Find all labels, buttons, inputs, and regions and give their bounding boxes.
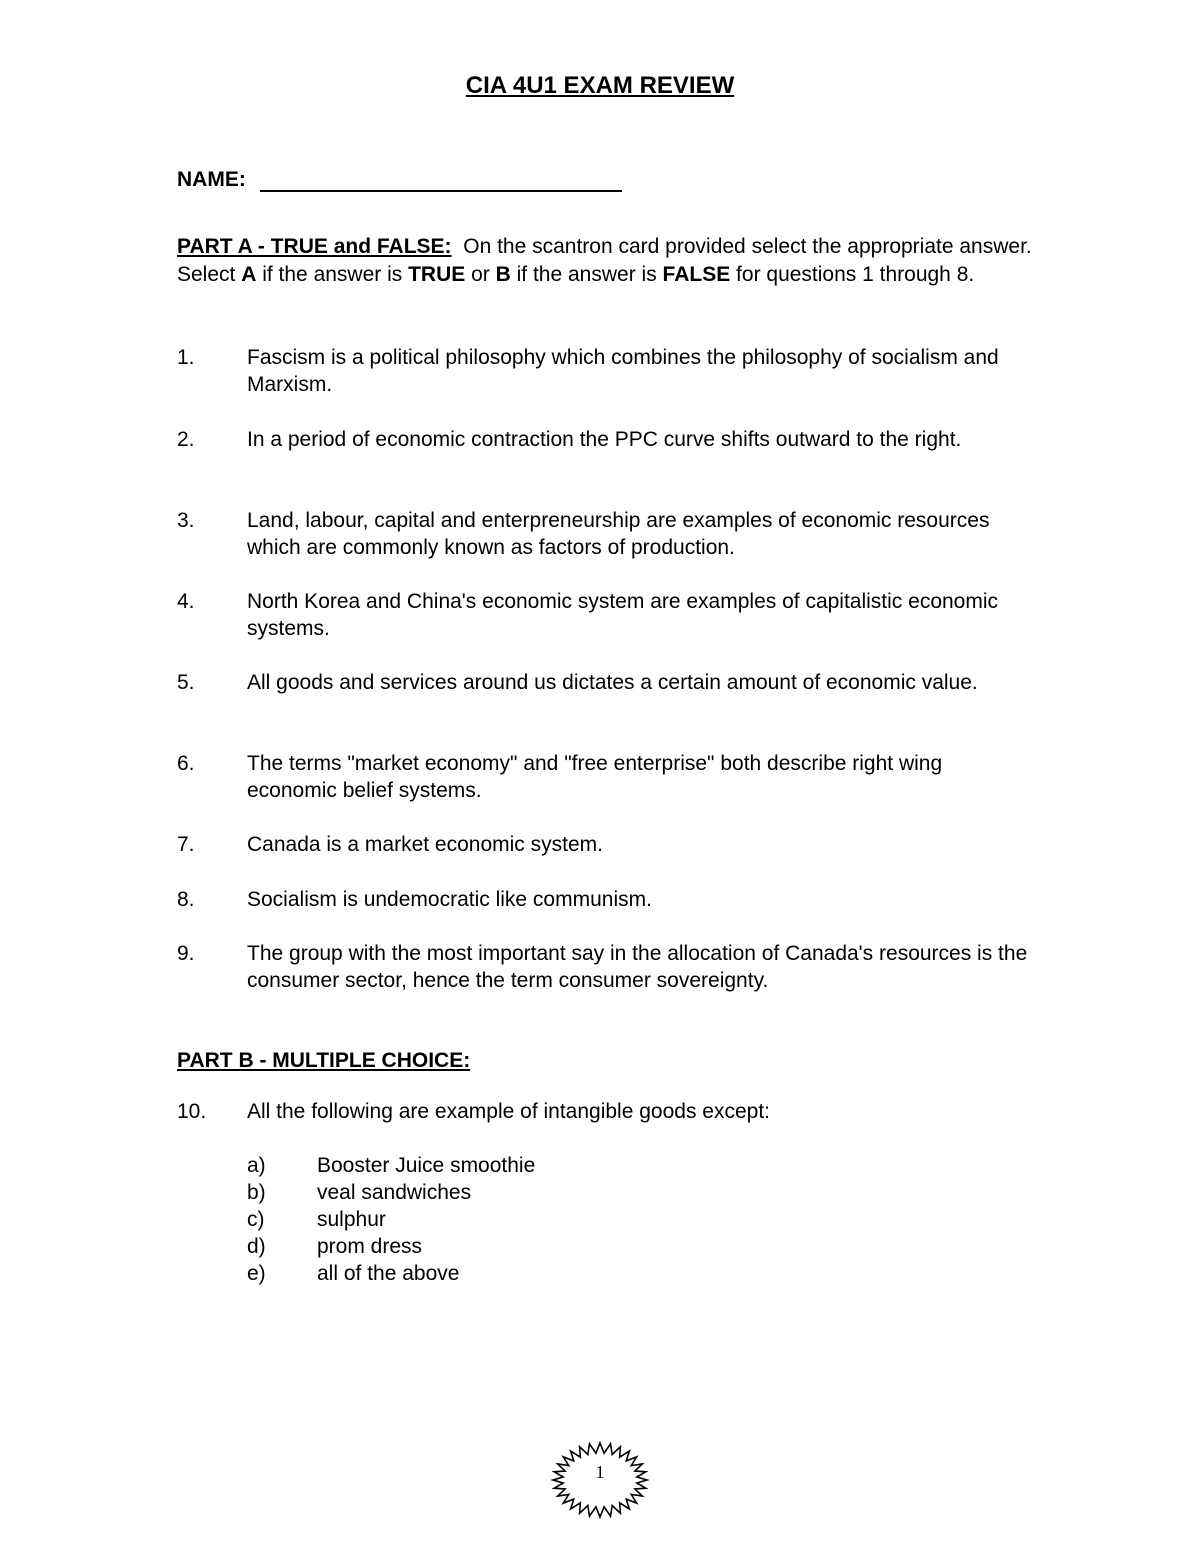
option-text: all of the above	[317, 1262, 460, 1285]
option-text: veal sandwiches	[317, 1181, 472, 1204]
part-a-intro-1: On the scantron card provided select the appropriate answer. Select	[177, 235, 1032, 286]
option-text: Booster Juice smoothie	[317, 1154, 536, 1177]
question-number: 5.	[177, 671, 195, 694]
question-text: In a period of economic contraction the PPC curve shifts outward to the right.	[247, 428, 962, 451]
part-a-letter-b: B	[495, 263, 511, 286]
option-letter: d)	[247, 1235, 266, 1258]
question-number: 2.	[177, 428, 195, 451]
name-label: NAME:	[177, 168, 246, 191]
option-letter: e)	[247, 1262, 266, 1285]
page-number: 1	[595, 1462, 605, 1482]
question-number: 8.	[177, 888, 195, 911]
question-text: North Korea and China's economic system are examples of capitalistic economic systems.	[247, 590, 999, 640]
question-text: The group with the most important say in the allocation of Canada's resources is the consumer sector, hence the term consumer sovereignty.	[247, 942, 1028, 992]
question-text: The terms "market economy" and "free enterprise" both describe right wing economic belief systems.	[247, 752, 943, 802]
page-number-badge	[550, 1440, 650, 1520]
part-b-heading: PART B - MULTIPLE CHOICE:	[177, 1049, 471, 1072]
question-number: 4.	[177, 590, 195, 613]
question-number: 6.	[177, 752, 195, 775]
question-text: Land, labour, capital and enterpreneurship are examples of economic resources which are commonly known as factors of production.	[247, 509, 990, 559]
part-a-intro-3: or	[465, 263, 496, 286]
question-text: Fascism is a political philosophy which combines the philosophy of socialism and Marxism.	[247, 346, 999, 396]
part-a-intro-4: if the answer is	[510, 263, 663, 286]
part-a-false-word: FALSE	[662, 263, 731, 286]
question-text: All goods and services around us dictates a certain amount of economic value.	[247, 671, 978, 694]
part-a-letter-a: A	[241, 263, 257, 286]
question-number: 9.	[177, 942, 195, 965]
part-a-true-word: TRUE	[408, 263, 466, 286]
option-letter: c)	[247, 1208, 265, 1231]
part-a-heading: PART A - TRUE and FALSE:	[177, 235, 452, 258]
question-text: Canada is a market economic system.	[247, 833, 603, 856]
question-number: 7.	[177, 833, 195, 856]
page-title: CIA 4U1 EXAM REVIEW	[465, 72, 735, 99]
name-field-row	[177, 168, 622, 192]
option-letter: b)	[247, 1181, 266, 1204]
option-letter: a)	[247, 1154, 266, 1177]
question-number: 3.	[177, 509, 195, 532]
part-a-instructions	[177, 233, 1037, 289]
question-text: Socialism is undemocratic like communism.	[247, 888, 652, 911]
part-a-intro-2: if the answer is	[256, 263, 409, 286]
question-number: 10.	[177, 1100, 207, 1123]
option-text: sulphur	[317, 1208, 386, 1231]
name-blank-line[interactable]	[260, 168, 622, 192]
question-number: 1.	[177, 346, 195, 369]
part-a-intro-5: for questions 1 through 8.	[730, 263, 975, 286]
option-text: prom dress	[317, 1235, 423, 1258]
question-text: All the following are example of intangible goods except:	[247, 1100, 770, 1123]
